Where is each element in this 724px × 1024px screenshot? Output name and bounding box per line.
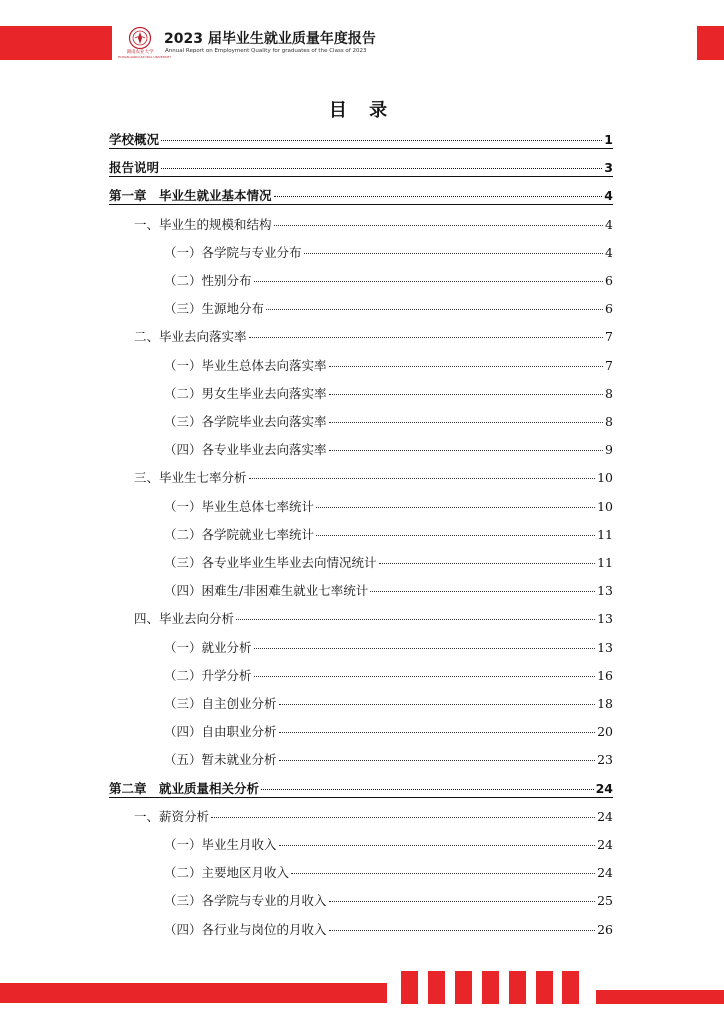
toc-entry-title: （四）困难生/非困难生就业七率统计 [164, 583, 369, 598]
toc-entry-title: （二）男女生毕业去向落实率 [164, 386, 327, 401]
toc-entry-page: 23 [597, 752, 613, 767]
toc-leader-dots [274, 225, 604, 226]
footer-block [482, 971, 499, 1004]
toc-entry-title: （四）各专业毕业去向落实率 [164, 442, 327, 457]
chapter-underline [109, 176, 613, 177]
toc-leader-dots [316, 507, 595, 508]
toc-entry-page: 26 [597, 922, 613, 937]
toc-leader-dots [266, 309, 603, 310]
toc-leader-dots [329, 901, 596, 902]
toc-entry-title: 第二章 就业质量相关分析 [109, 781, 260, 796]
toc-entry[interactable] [109, 780, 613, 798]
toc-entry[interactable] [164, 385, 613, 403]
toc-entry-page: 6 [605, 301, 613, 316]
footer-accent-bar-left [0, 983, 387, 1003]
toc-entry-title: （一）毕业生总体七率统计 [164, 499, 315, 514]
toc-leader-dots [329, 366, 604, 367]
toc-entry-page: 13 [597, 640, 613, 655]
toc-leader-dots [279, 732, 596, 733]
toc-leader-dots [211, 817, 595, 818]
toc-entry-page: 24 [597, 809, 613, 824]
toc-leader-dots [379, 563, 596, 564]
toc-entry[interactable] [164, 582, 613, 600]
toc-entry-page: 9 [605, 442, 613, 457]
toc-entry-page: 3 [604, 160, 613, 175]
toc-entry-title: （一）毕业生月收入 [164, 837, 277, 852]
toc-entry-title: （二）性别分布 [164, 273, 252, 288]
toc-entry[interactable] [164, 921, 613, 939]
toc-entry-page: 7 [605, 329, 613, 344]
toc-entry-title: （三）生源地分布 [164, 301, 265, 316]
toc-leader-dots [249, 478, 596, 479]
toc-entry[interactable] [164, 751, 613, 769]
toc-entry-page: 25 [597, 893, 613, 908]
toc-entry-title: （一）毕业生总体去向落实率 [164, 358, 327, 373]
toc-leader-dots [291, 873, 595, 874]
toc-entry-page: 4 [605, 245, 613, 260]
toc-entry-page: 10 [597, 470, 613, 485]
toc-entry-page: 4 [605, 217, 613, 232]
footer-block [428, 971, 445, 1004]
toc-leader-dots [370, 591, 595, 592]
logo-subtext: HUNAN AGRICULTURAL UNIVERSITY [118, 55, 172, 59]
toc-leader-dots [254, 676, 596, 677]
toc-entry-title: 一、毕业生的规模和结构 [134, 217, 272, 232]
toc-entry[interactable] [164, 357, 613, 375]
toc-entry[interactable] [164, 554, 613, 572]
toc-entry[interactable] [164, 836, 613, 854]
footer-block [536, 971, 553, 1004]
toc-entry[interactable] [164, 413, 613, 431]
toc-leader-dots [329, 450, 604, 451]
toc-entry[interactable] [134, 469, 613, 487]
toc-entry-title: （二）主要地区月收入 [164, 865, 290, 880]
toc-entry-title: （一）各学院与专业分布 [164, 245, 302, 260]
toc-entry[interactable] [164, 300, 613, 318]
toc-entry-title: （二）各学院就业七率统计 [164, 527, 315, 542]
toc-entry[interactable] [109, 159, 613, 177]
toc-entry[interactable] [164, 695, 613, 713]
toc-entry-page: 4 [604, 188, 613, 203]
toc-entry-title: （三）各学院与专业的月收入 [164, 893, 327, 908]
toc-entry[interactable] [109, 187, 613, 205]
toc-entry-title: 三、毕业生七率分析 [134, 470, 247, 485]
toc-entry[interactable] [164, 526, 613, 544]
toc-leader-dots [254, 648, 596, 649]
toc-entry[interactable] [164, 892, 613, 910]
toc-entry-title: （四）各行业与岗位的月收入 [164, 922, 327, 937]
toc-entry-title: （四）自由职业分析 [164, 724, 277, 739]
toc-leader-dots [304, 253, 604, 254]
toc-entry-page: 8 [605, 414, 613, 429]
toc-entry[interactable] [134, 610, 613, 628]
toc-entry-page: 11 [597, 555, 613, 570]
toc-entry-page: 11 [597, 527, 613, 542]
toc-entry-page: 8 [605, 386, 613, 401]
toc-leader-dots [329, 394, 604, 395]
toc-entry-title: 报告说明 [109, 160, 160, 175]
toc-entry-title: （三）各专业毕业生毕业去向情况统计 [164, 555, 377, 570]
toc-entry-title: （三）各学院毕业去向落实率 [164, 414, 327, 429]
toc-entry-title: 一、薪资分析 [134, 809, 210, 824]
chapter-underline [109, 204, 613, 205]
toc-leader-dots [316, 535, 595, 536]
toc-entry-page: 1 [604, 132, 613, 147]
report-title: 2023 届毕业生就业质量年度报告 [164, 31, 376, 47]
toc-entry[interactable] [134, 328, 613, 346]
chapter-underline [109, 797, 613, 798]
toc-entry-page: 24 [595, 781, 613, 796]
toc-entry[interactable] [134, 808, 613, 826]
toc-entry-page: 7 [605, 358, 613, 373]
toc-entry[interactable] [164, 498, 613, 516]
footer-block [509, 971, 526, 1004]
toc-entry[interactable] [164, 639, 613, 657]
toc-entry[interactable] [164, 864, 613, 882]
toc-entry-title: （三）自主创业分析 [164, 696, 277, 711]
footer-block [562, 971, 579, 1004]
toc-entry-title: 四、毕业去向分析 [134, 611, 235, 626]
report-subtitle: Annual Report on Employment Quality for graduates of the Class of 2023 [165, 48, 367, 54]
toc-entry-title: （五）暂未就业分析 [164, 752, 277, 767]
toc-entry-title: 第一章 毕业生就业基本情况 [109, 188, 272, 203]
toc-entry[interactable] [134, 216, 613, 234]
toc-entry[interactable] [164, 441, 613, 459]
toc-entry[interactable] [164, 723, 613, 741]
logo-text: 湖南农业大学 [126, 50, 154, 55]
toc-entry-page: 6 [605, 273, 613, 288]
toc-entry-page: 18 [597, 696, 613, 711]
toc-leader-dots [161, 140, 602, 141]
toc-leader-dots [279, 704, 596, 705]
toc-leader-dots [279, 760, 596, 761]
toc-entry[interactable] [164, 244, 613, 262]
toc-leader-dots [279, 845, 596, 846]
footer-block [455, 971, 472, 1004]
toc-leader-dots [329, 930, 596, 931]
toc-entry-page: 16 [597, 668, 613, 683]
toc-entry-page: 24 [597, 865, 613, 880]
toc-entry-page: 24 [597, 837, 613, 852]
toc-leader-dots [161, 168, 602, 169]
toc-entry-title: 二、毕业去向落实率 [134, 329, 247, 344]
toc-leader-dots [274, 196, 603, 197]
toc-entry[interactable] [109, 131, 613, 149]
toc-entry-title: （一）就业分析 [164, 640, 252, 655]
footer-block [401, 971, 418, 1004]
toc-entry-title: 学校概况 [109, 132, 160, 147]
toc-leader-dots [249, 337, 604, 338]
footer-accent-bar-right [596, 990, 724, 1004]
toc-entry-page: 13 [597, 611, 613, 626]
toc-leader-dots [236, 619, 595, 620]
toc-entry[interactable] [164, 667, 613, 685]
toc-entry-title: （二）升学分析 [164, 668, 252, 683]
toc-leader-dots [329, 422, 604, 423]
toc-entry-page: 20 [597, 724, 613, 739]
chapter-underline [109, 148, 613, 149]
toc-title: 目 录 [328, 100, 396, 121]
toc-leader-dots [254, 281, 604, 282]
toc-entry[interactable] [164, 272, 613, 290]
toc-entry-page: 13 [597, 583, 613, 598]
toc-entry-page: 10 [597, 499, 613, 514]
toc-leader-dots [261, 789, 594, 790]
